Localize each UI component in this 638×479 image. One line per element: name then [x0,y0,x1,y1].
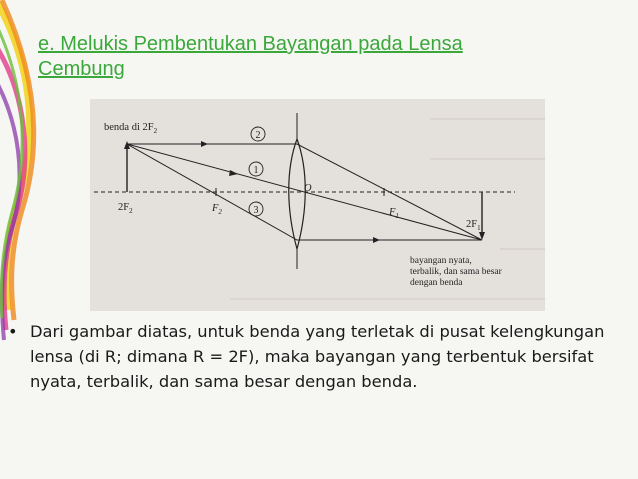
label-2F1: $2F_1$ [466,219,481,232]
label-F2: $F_2$ [212,203,222,216]
ray-3-arrow [373,237,380,243]
ray-2-number: 2 [255,130,261,141]
image-note-line2: terbalik, dan sama besar [410,267,502,277]
label-O: O [304,183,312,194]
bullet-text: Dari gambar diatas, untuk benda yang terletak di pusat kelengkungan lensa (di R; dimana R = 2F), maka bayangan yang terbentuk bersifat nyata, terbalik, dan sama besar dengan benda. [30,322,605,391]
ray-2-arrow [201,141,208,147]
ray-1-arrow [229,170,238,176]
label-F1: $F_1$ [389,207,399,220]
ray-3-number: 3 [253,205,259,216]
lens-diagram [90,99,545,311]
object-label: benda di $2F_2$ [104,122,158,135]
label-2F2: $2F_2$ [118,202,133,215]
slide-title-line1: e. Melukis Pembentukan Bayangan pada Lensa [38,33,463,55]
image-note-line1: bayangan nyata, [410,256,472,266]
bullet-paragraph [8,319,626,394]
slide-title-line2: Cembung [38,58,125,80]
bullet-dot: • [8,322,18,341]
slide-title [38,32,558,82]
image-note-line3: dengan benda [410,278,463,288]
convex-lens [289,139,306,249]
ray-1-number: 1 [253,165,259,176]
